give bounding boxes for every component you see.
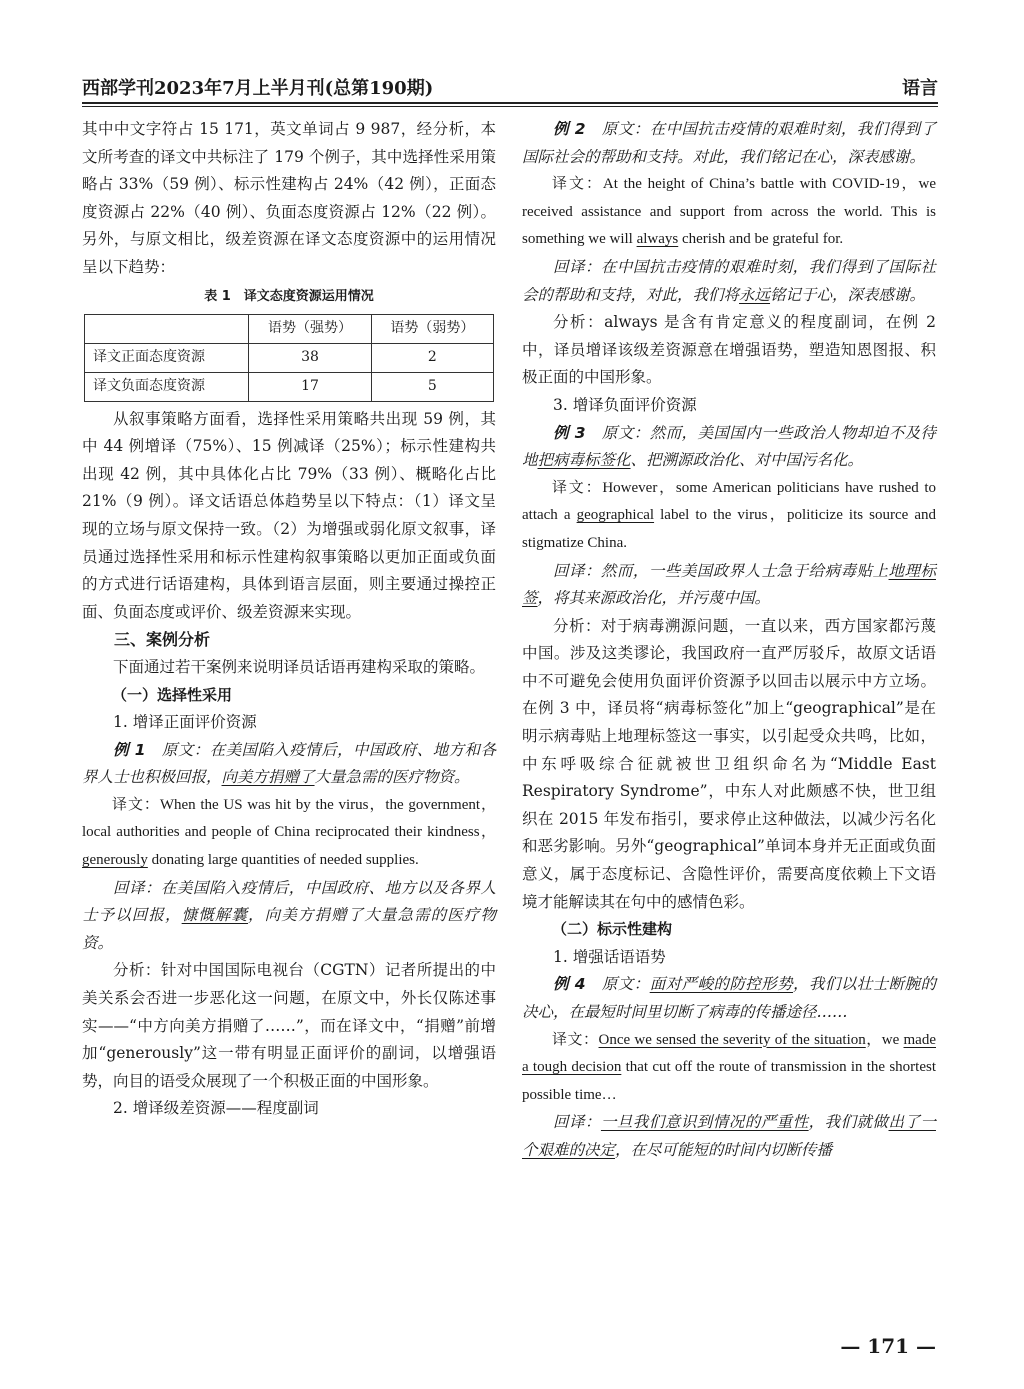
text-span: 回译：然而，一些美国政界人士急于给病毒贴上 bbox=[553, 561, 889, 580]
text-span: 铭记于心，深表感谢。 bbox=[770, 285, 926, 304]
attitude-table bbox=[84, 314, 494, 402]
table-header: 语势（强势） bbox=[249, 314, 371, 343]
text-span: label to the virus，politicize its source and stigmatize China. bbox=[522, 507, 937, 551]
example-translation bbox=[522, 1027, 936, 1110]
table-cell: 5 bbox=[371, 372, 493, 401]
text-span: 译文：However，some American politicians have rushed to attach a bbox=[522, 479, 936, 524]
text-span: ，we bbox=[865, 1031, 904, 1048]
paragraph: 其中中文字符占 15 171，英文单词占 9 987，经分析，本文所考查的译文中共标注了 179 个例子，其中选择性采用策略占 33%（59 例）、标示性建构占 24%（42 例），正面态度资源占 22%（40 例）、负面态度资源占 12%（22 例）。另外，与原文相比，级差资源在译文态度资源中的运用情况呈以下趋势： bbox=[82, 120, 496, 276]
example-source bbox=[522, 116, 936, 171]
example-analysis: 分析：对于病毒溯源问题，一直以来，西方国家都污蔑中国。涉及这类谬论，我国政府一直严厉驳斥，故原文话语中不可避免会使用负面评价资源予以回击以展示中方立场。在例 3 中，译员将“病毒标签化”加上“geographical”是在明示病毒贴上地理标签这一事实，以引起受众共鸣，比如，中东呼吸综合征就被世卫组织命名为“Middle East Respiratory Syndrome”，中东人对此颇感不快，世卫组织在 2015 年发布指引，要求停止这种做法，以减少污名化和恶劣影响。另外“geographical”单词本身并无正面或负面意义，属于态度标记、含隐性评价，需要高度依赖上下文语境才能解读其在句中的感情色彩。 bbox=[522, 616, 936, 911]
underlined-text: 地理标签 bbox=[522, 561, 936, 608]
example-translation bbox=[82, 792, 496, 875]
text-span: ，我们以壮士断腕的决心，在最短时间里切断了病毒的传播途径…… bbox=[522, 975, 936, 1021]
underlined-text: 向美方捐赠了 bbox=[221, 768, 315, 787]
table-cell: 译文负面态度资源 bbox=[85, 372, 249, 401]
text-span: 原文：在中国抗击疫情的艰难时刻，我们得到了国际社会的帮助和支持。对此，我们铭记在心，深表感谢。 bbox=[522, 120, 936, 166]
page-header bbox=[82, 70, 938, 104]
text-span: that cut off the route of transmission in the shortest possible time… bbox=[522, 1059, 936, 1103]
subsection-heading: （二）标示性建构 bbox=[552, 920, 673, 939]
text-span: 原文： bbox=[585, 975, 650, 994]
item-heading: 2. 增译级差资源——程度副词 bbox=[113, 1099, 319, 1118]
journal-title: 西部学刊2023年7月上半月刊(总第190期) bbox=[82, 78, 434, 99]
text-span: 回译：在中国抗击疫情的艰难时刻，我们得到了国际社会的帮助和支持，对此，我们将 bbox=[522, 257, 936, 304]
example-source bbox=[522, 971, 936, 1026]
text-span: 、把溯源政治化、对中国污名化。 bbox=[630, 451, 864, 470]
table-header: 语势（弱势） bbox=[371, 314, 493, 343]
table-header bbox=[85, 314, 249, 343]
table-header-row bbox=[85, 314, 494, 343]
underlined-text: 慷慨解囊 bbox=[181, 906, 249, 925]
example-label: 例 1 bbox=[113, 740, 146, 759]
section-heading: 三、案例分析 bbox=[114, 630, 211, 650]
table-row bbox=[85, 372, 494, 401]
text-span: ，向美方捐赠了大量急需的医疗物资。 bbox=[82, 906, 496, 952]
text-span: 译文：When the US was hit by the virus，the government，local authorities and people of China reciprocated their kindness， bbox=[82, 796, 496, 841]
text-span: 回译： bbox=[553, 1113, 601, 1132]
underlined-text: geographical bbox=[576, 507, 655, 524]
table-cell: 38 bbox=[249, 343, 371, 372]
table-row bbox=[85, 343, 494, 372]
example-back-translation bbox=[82, 875, 496, 958]
table-cell: 2 bbox=[371, 343, 493, 372]
item-heading: 3. 增译负面评价资源 bbox=[553, 395, 697, 414]
text-span: cherish and be grateful for. bbox=[678, 231, 844, 248]
section-label: 语言 bbox=[902, 78, 938, 99]
text-span: ，将其来源政治化，并污蔑中国。 bbox=[537, 589, 771, 608]
page-number: — 171 — bbox=[840, 1334, 936, 1358]
text-span: 译文：At the height of China’s battle with COVID-19，we received assistance and support from across the world. This is something we will bbox=[522, 176, 936, 248]
text-span: ，我们就做 bbox=[808, 1113, 889, 1132]
table-caption: 表 1 译文态度资源运用情况 bbox=[204, 288, 374, 304]
example-analysis: 分析：always 是含有肯定意义的程度副词，在例 2 中，译员增译该级差资源意在增强语势，塑造知恩图报、积极正面的中国形象。 bbox=[522, 313, 936, 387]
underlined-text: 把病毒标签化 bbox=[537, 451, 631, 470]
paragraph: 从叙事策略方面看，选择性采用策略共出现 59 例，其中 44 例增译（75%）、15 例减译（25%）；标示性建构共出现 42 例，其中具体化占比 79%（33 例）、概略化占比 21%（9 例）。译文话语总体趋势呈以下特点：（1）译文呈现的立场与原文保持一致。（2）为增强或弱化原文叙事，译员通过选择性采用和标示性建构叙事策略以更加正面或负面的方式进行话语建构，具体到语言层面，则主要通过操控正面、负面态度或评价、级差资源来实现。 bbox=[82, 409, 496, 621]
table-cell: 17 bbox=[249, 372, 371, 401]
text-span: 回译：在美国陷入疫情后，中国政府、地方以及各界人士予以回报， bbox=[82, 878, 496, 925]
example-back-translation bbox=[522, 1109, 936, 1164]
text-span: 大量急需的医疗物资。 bbox=[314, 768, 470, 787]
text-span: 译文： bbox=[552, 1031, 599, 1048]
underlined-text: 一旦我们意识到情况的严重性 bbox=[600, 1113, 809, 1132]
subsection-heading: （一）选择性采用 bbox=[112, 685, 233, 704]
example-source bbox=[522, 420, 936, 475]
example-back-translation bbox=[522, 558, 936, 613]
item-heading: 1. 增译正面评价资源 bbox=[113, 713, 257, 732]
underlined-text: made a tough decision bbox=[522, 1031, 936, 1076]
example-translation bbox=[522, 475, 936, 558]
example-source bbox=[82, 737, 496, 792]
example-translation bbox=[522, 171, 936, 254]
text-span: donating large quantities of needed supplies. bbox=[147, 852, 419, 869]
example-back-translation bbox=[522, 254, 936, 309]
example-label: 例 4 bbox=[553, 975, 586, 994]
text-span: 原文：在美国陷入疫情后，中国政府、地方和各界人士也积极回报， bbox=[82, 740, 496, 787]
underlined-text: Once we sensed the severity of the situation bbox=[598, 1031, 866, 1048]
underlined-text: 永远 bbox=[739, 285, 771, 304]
underlined-text: always bbox=[636, 231, 679, 248]
left-column bbox=[82, 116, 496, 1123]
example-label: 例 3 bbox=[553, 423, 586, 442]
example-analysis: 分析：针对中国国际电视台（CGTN）记者所提出的中美关系会否进一步恶化这一问题，在原文中，外长仅陈述事实——“中方向美方捐赠了……”，而在译文中，“捐赠”前增加“generously”这一带有明显正面评价的副词，以增强语势，向目的语受众展现了一个积极正面的中国形象。 bbox=[82, 961, 496, 1090]
table-cell: 译文正面态度资源 bbox=[85, 343, 249, 372]
text-span: ，在尽可能短的时间内切断传播 bbox=[615, 1140, 833, 1159]
item-heading: 1. 增强话语语势 bbox=[553, 947, 666, 966]
underlined-text: 面对严峻的防控形势 bbox=[649, 975, 794, 994]
underlined-text: generously bbox=[82, 852, 148, 869]
paragraph: 下面通过若干案例来说明译员话语再建构采取的策略。 bbox=[113, 657, 486, 676]
text-span: 原文：然而，美国国内一些政治人物却迫不及待地 bbox=[522, 423, 936, 470]
example-label: 例 2 bbox=[553, 120, 586, 138]
right-column bbox=[522, 116, 936, 1165]
header-rule bbox=[82, 106, 938, 107]
underlined-text: 出了一个艰难的决定 bbox=[522, 1113, 936, 1159]
